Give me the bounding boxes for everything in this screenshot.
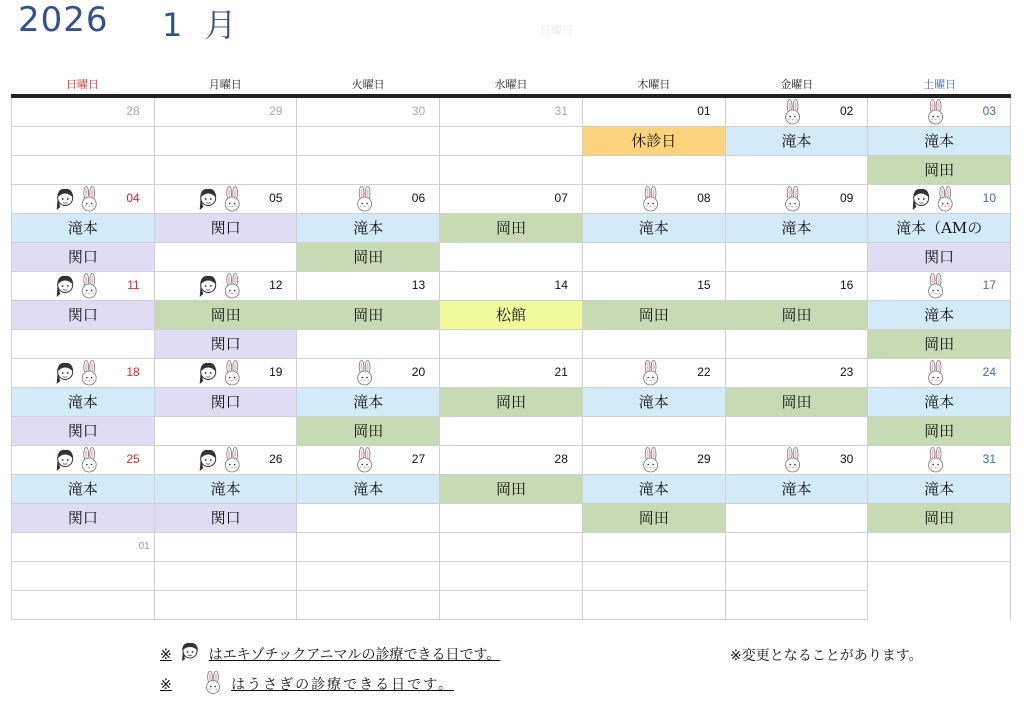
day-cell[interactable]: [155, 359, 298, 388]
day-icons: [782, 447, 806, 474]
calendar-grid: [11, 98, 1011, 620]
weekday-fri: 金曜日: [780, 78, 814, 91]
day-cell[interactable]: [11, 185, 155, 214]
day-cell[interactable]: [297, 272, 440, 301]
day-number: 30: [411, 104, 426, 118]
empty-slot: [726, 417, 869, 446]
rabbit-icon: [78, 360, 102, 387]
exotic-animal-doctor-icon: [197, 186, 221, 213]
rabbit-icon: [221, 360, 245, 387]
staff-slot: 岡田: [868, 330, 1011, 359]
staff-slot: 関口: [11, 243, 155, 272]
day-icons: [354, 360, 378, 387]
day-icons: [354, 186, 378, 213]
staff-slot: 滝本: [868, 388, 1011, 417]
rabbit-icon: [925, 273, 949, 300]
day-icons: [782, 186, 806, 213]
empty-slot: [583, 243, 726, 272]
day-number: 05: [269, 191, 283, 205]
day-number: 02: [839, 104, 854, 118]
empty-slot: [155, 243, 298, 272]
empty-slot: [583, 417, 726, 446]
rabbit-icon: [78, 186, 102, 213]
day-number: 04: [126, 191, 140, 205]
day-cell[interactable]: [868, 98, 1011, 127]
staff-slot: 岡田: [297, 243, 440, 272]
rabbit-icon: [925, 447, 949, 474]
rabbit-icon: [925, 99, 949, 126]
weekday-tue: 火曜日: [351, 78, 385, 91]
footnote-exotic: [160, 641, 500, 669]
day-cell[interactable]: [440, 446, 583, 475]
day-number: 01: [697, 104, 711, 118]
exotic-animal-doctor-icon: [54, 186, 78, 213]
exotic-animal-doctor-icon: [179, 641, 201, 669]
rabbit-icon: [78, 273, 102, 300]
empty-cell: [440, 533, 583, 562]
staff-slot: 関口: [868, 243, 1011, 272]
rabbit-icon: [221, 447, 245, 474]
staff-slot: 岡田: [583, 504, 726, 533]
day-number: 06: [411, 191, 426, 205]
day-cell[interactable]: [726, 98, 869, 127]
staff-row: [11, 475, 1011, 504]
day-cell[interactable]: [583, 272, 726, 301]
ghost-label: 日曜日: [540, 24, 573, 37]
day-number: 03: [982, 104, 997, 118]
footnote-change: [730, 645, 923, 665]
weekday-header: [11, 76, 1011, 94]
day-cell[interactable]: [440, 185, 583, 214]
day-cell[interactable]: [11, 98, 155, 127]
day-cell[interactable]: [440, 272, 583, 301]
staff-slot: 滝本: [868, 475, 1011, 504]
empty-slot: [155, 156, 298, 185]
day-cell[interactable]: [297, 98, 440, 127]
empty-slot: [726, 330, 869, 359]
staff-slot: 滝本: [868, 127, 1011, 156]
staff-slot: 滝本: [583, 214, 726, 243]
empty-slot: [726, 504, 869, 533]
empty-cell: [11, 591, 155, 620]
empty-cell: [297, 562, 440, 591]
empty-slot: [297, 504, 440, 533]
empty-cell: [155, 533, 298, 562]
day-number: 31: [554, 104, 568, 118]
empty-slot: [583, 330, 726, 359]
empty-cell: [155, 591, 298, 620]
day-number: 23: [839, 365, 854, 379]
date-row: [11, 272, 1011, 301]
day-number: 07: [554, 191, 568, 205]
staff-slot: 関口: [11, 301, 155, 330]
footnote-mark: ※: [160, 647, 172, 663]
trailing-row: [11, 533, 1011, 562]
exotic-animal-doctor-icon: [197, 273, 221, 300]
staff-slot: 滝本: [726, 214, 869, 243]
empty-slot: [440, 417, 583, 446]
weekday-thu: 木曜日: [637, 78, 671, 91]
staff-slot: 滝本: [583, 475, 726, 504]
staff-row: [11, 156, 1011, 185]
staff-slot: 関口: [155, 330, 298, 359]
day-cell[interactable]: [155, 98, 298, 127]
empty-slot: [440, 156, 583, 185]
day-number: 25: [126, 452, 140, 466]
day-icons: [925, 99, 949, 126]
exotic-animal-doctor-icon: [197, 447, 221, 474]
staff-slot: 岡田: [726, 388, 869, 417]
weekday-mon: 月曜日: [208, 78, 242, 91]
day-cell[interactable]: [155, 446, 298, 475]
empty-slot: [297, 330, 440, 359]
empty-cell: [868, 562, 1011, 591]
day-cell[interactable]: [583, 446, 726, 475]
staff-slot: 滝本: [11, 388, 155, 417]
date-row: [11, 98, 1011, 127]
staff-row: [11, 388, 1011, 417]
empty-cell: [583, 533, 726, 562]
rabbit-icon: [354, 360, 378, 387]
day-cell[interactable]: [583, 359, 726, 388]
staff-slot: 岡田: [440, 475, 583, 504]
staff-slot: 松館: [440, 301, 583, 330]
footnote-rabbit-text: はうさぎの診療できる日です。: [231, 677, 454, 693]
rabbit-icon: [78, 447, 102, 474]
staff-slot: 岡田: [440, 388, 583, 417]
day-icons: [354, 447, 378, 474]
staff-slot: 関口: [155, 504, 298, 533]
staff-slot: 関口: [11, 417, 155, 446]
staff-slot: 岡田: [440, 214, 583, 243]
empty-slot: [726, 156, 869, 185]
day-cell[interactable]: [155, 185, 298, 214]
calendar: [11, 76, 1011, 620]
day-cell[interactable]: [583, 98, 726, 127]
empty-slot: [155, 417, 298, 446]
staff-slot: 岡田: [868, 417, 1011, 446]
exotic-animal-doctor-icon: [54, 447, 78, 474]
day-icons: [197, 360, 245, 387]
day-number: 22: [697, 365, 711, 379]
staff-row: [11, 127, 1011, 156]
empty-slot: [297, 156, 440, 185]
staff-slot: 滝本: [297, 214, 440, 243]
empty-cell: [726, 533, 869, 562]
staff-slot: 滝本: [155, 475, 298, 504]
exotic-animal-doctor-icon: [54, 273, 78, 300]
day-number: 30: [839, 452, 854, 466]
day-number: 10: [982, 191, 997, 205]
day-icons: [197, 447, 245, 474]
day-number: 16: [839, 278, 854, 292]
date-row: [11, 185, 1011, 214]
empty-cell: [583, 591, 726, 620]
rabbit-icon: [782, 186, 806, 213]
day-icons: [639, 186, 663, 213]
staff-row: [11, 504, 1011, 533]
staff-row: [11, 330, 1011, 359]
day-number: 27: [411, 452, 426, 466]
day-number: 26: [269, 452, 283, 466]
empty-slot: [440, 504, 583, 533]
day-cell[interactable]: [726, 359, 869, 388]
empty-slot: [155, 127, 298, 156]
staff-slot: 関口: [155, 214, 298, 243]
empty-cell: [726, 591, 869, 620]
day-number: 09: [839, 191, 854, 205]
rabbit-icon: [202, 671, 224, 699]
staff-slot: 滝本: [11, 475, 155, 504]
day-cell[interactable]: [726, 272, 869, 301]
rabbit-icon: [934, 186, 958, 213]
staff-slot: 滝本: [297, 475, 440, 504]
day-cell[interactable]: [440, 98, 583, 127]
day-cell[interactable]: [868, 446, 1011, 475]
day-icons: [925, 360, 949, 387]
day-cell[interactable]: [11, 359, 155, 388]
day-cell[interactable]: [440, 359, 583, 388]
day-number: 14: [554, 278, 568, 292]
empty-cell: [11, 562, 155, 591]
day-number: 01: [138, 541, 150, 552]
day-icons: [925, 273, 949, 300]
day-icons: [54, 273, 102, 300]
day-cell[interactable]: [11, 272, 155, 301]
footnote-exotic-text: はエキゾチックアニマルの診療できる日です。: [208, 647, 501, 663]
day-cell[interactable]: [726, 446, 869, 475]
staff-row: [11, 417, 1011, 446]
empty-slot: [440, 243, 583, 272]
day-icons: [910, 186, 958, 213]
empty-cell: [297, 591, 440, 620]
day-number: 20: [411, 365, 426, 379]
date-row: [11, 359, 1011, 388]
day-number: 11: [127, 278, 140, 292]
weekday-sun: 日曜日: [65, 78, 99, 91]
day-cell[interactable]: [583, 185, 726, 214]
empty-slot: [11, 156, 155, 185]
empty-cell: [11, 533, 155, 562]
day-number: 29: [269, 104, 283, 118]
day-number: 28: [554, 452, 568, 466]
empty-slot: [726, 243, 869, 272]
day-number: 28: [126, 104, 140, 118]
rabbit-icon: [354, 447, 378, 474]
footnote-mark: ※: [160, 677, 172, 693]
staff-slot: 関口: [11, 504, 155, 533]
rabbit-icon: [925, 360, 949, 387]
staff-row: [11, 214, 1011, 243]
day-cell[interactable]: [155, 272, 298, 301]
rabbit-icon: [221, 186, 245, 213]
empty-cell: [440, 591, 583, 620]
staff-slot: 岡田: [297, 417, 440, 446]
month-title: 1 月: [162, 6, 243, 44]
empty-cell: [868, 591, 1011, 620]
staff-row: [11, 301, 1011, 330]
day-number: 31: [982, 452, 997, 466]
staff-slot: 休診日: [583, 127, 726, 156]
day-cell[interactable]: [297, 185, 440, 214]
empty-cell: [868, 533, 1011, 562]
rabbit-icon: [354, 186, 378, 213]
day-cell[interactable]: [11, 446, 155, 475]
empty-slot: [440, 127, 583, 156]
day-number: 15: [697, 278, 711, 292]
day-number: 24: [982, 365, 997, 379]
day-icons: [639, 447, 663, 474]
exotic-animal-doctor-icon: [54, 360, 78, 387]
empty-slot: [11, 330, 155, 359]
day-cell[interactable]: [868, 185, 1011, 214]
day-number: 19: [269, 365, 283, 379]
empty-cell: [726, 562, 869, 591]
exotic-animal-doctor-icon: [910, 186, 934, 213]
staff-slot: 滝本（AMの: [868, 214, 1011, 243]
staff-slot: 滝本: [726, 127, 869, 156]
day-icons: [54, 447, 102, 474]
empty-cell: [155, 562, 298, 591]
day-number: 17: [982, 278, 997, 292]
day-cell[interactable]: [297, 446, 440, 475]
day-number: 12: [269, 278, 283, 292]
weekday-sat: 土曜日: [923, 78, 957, 91]
day-number: 18: [126, 365, 140, 379]
rabbit-icon: [782, 99, 806, 126]
empty-slot: [297, 127, 440, 156]
rabbit-icon: [639, 186, 663, 213]
day-number: 13: [411, 278, 426, 292]
day-icons: [197, 186, 245, 213]
staff-slot: 岡田: [726, 301, 869, 330]
staff-row: [11, 243, 1011, 272]
footnote-change-text: ※変更となることがあります。: [730, 648, 923, 664]
staff-slot: 関口: [155, 388, 298, 417]
staff-slot: 岡田: [583, 301, 726, 330]
day-cell[interactable]: [868, 359, 1011, 388]
footnote-rabbit: [160, 671, 454, 699]
day-number: 21: [554, 365, 568, 379]
rabbit-icon: [782, 447, 806, 474]
empty-slot: [440, 330, 583, 359]
day-cell[interactable]: [868, 272, 1011, 301]
date-row: [11, 446, 1011, 475]
staff-slot: 岡田: [155, 301, 298, 330]
trailing-row: [11, 562, 1011, 591]
day-icons: [54, 186, 102, 213]
staff-slot: 滝本: [11, 214, 155, 243]
day-icons: [197, 273, 245, 300]
empty-cell: [440, 562, 583, 591]
day-icons: [54, 360, 102, 387]
rabbit-icon: [639, 447, 663, 474]
rabbit-icon: [639, 360, 663, 387]
trailing-row: [11, 591, 1011, 620]
staff-slot: 滝本: [726, 475, 869, 504]
empty-cell: [583, 562, 726, 591]
year-title: 2026: [18, 0, 109, 40]
day-icons: [782, 99, 806, 126]
empty-slot: [11, 127, 155, 156]
rabbit-icon: [221, 273, 245, 300]
staff-slot: 岡田: [868, 156, 1011, 185]
staff-slot: 岡田: [868, 504, 1011, 533]
day-cell[interactable]: [297, 359, 440, 388]
day-number: 08: [697, 191, 711, 205]
exotic-animal-doctor-icon: [197, 360, 221, 387]
staff-slot: 岡田: [297, 301, 440, 330]
weekday-wed: 水曜日: [494, 78, 528, 91]
empty-slot: [583, 156, 726, 185]
day-icons: [925, 447, 949, 474]
day-number: 29: [697, 452, 711, 466]
day-icons: [639, 360, 663, 387]
staff-slot: 滝本: [583, 388, 726, 417]
staff-slot: 滝本: [868, 301, 1011, 330]
empty-cell: [297, 533, 440, 562]
staff-slot: 滝本: [297, 388, 440, 417]
day-cell[interactable]: [726, 185, 869, 214]
